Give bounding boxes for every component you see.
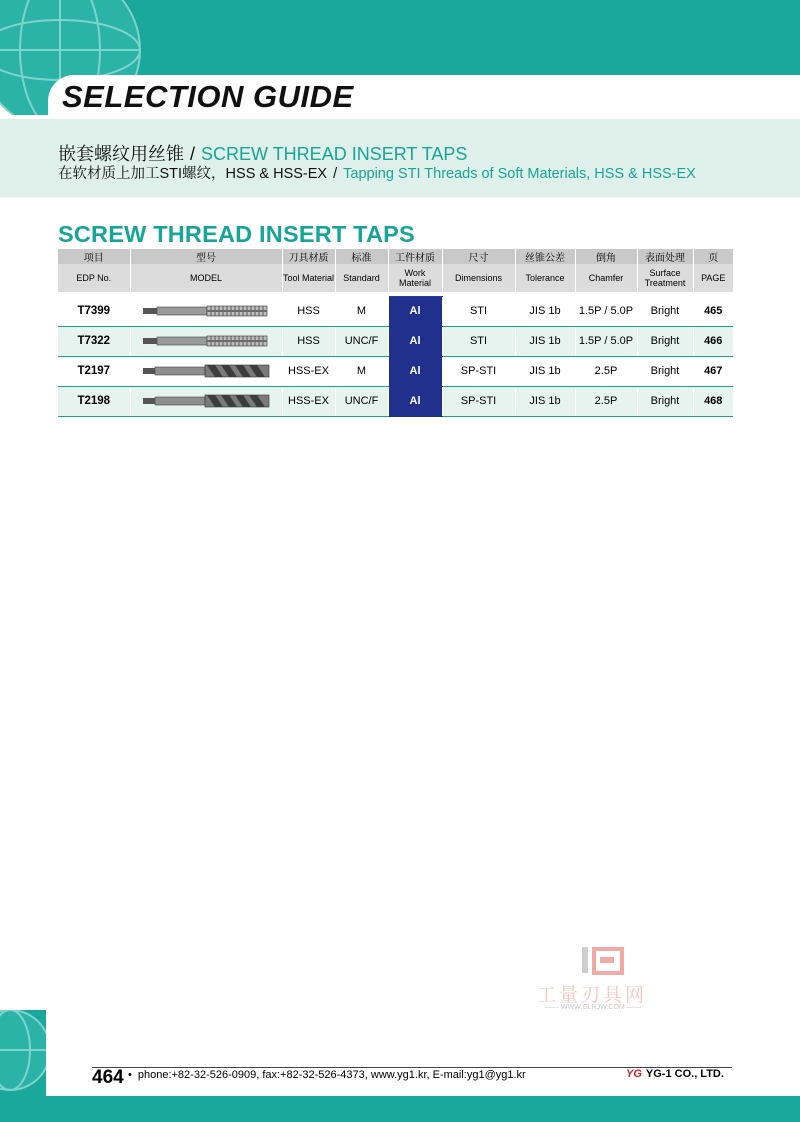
tool-material: HSS	[282, 326, 335, 356]
dimensions: SP-STI	[442, 356, 515, 386]
subtitle2-cn: 在软材质上加工STI螺纹，HSS & HSS-EX	[58, 166, 328, 182]
table-row	[58, 296, 733, 326]
tolerance: JIS 1b	[515, 326, 575, 356]
col-header-cn: 丝锥公差	[515, 249, 575, 264]
subtitle-en: SCREW THREAD INSERT TAPS	[201, 144, 468, 164]
surface-treatment: Bright	[637, 296, 693, 326]
page-link[interactable]: 465	[693, 296, 733, 326]
section-title: SCREW THREAD INSERT TAPS	[58, 221, 415, 247]
company-name: YG-1 CO., LTD.	[645, 1068, 724, 1080]
chamfer: 1.5P / 5.0P	[575, 296, 637, 326]
chamfer: 2.5P	[575, 386, 637, 416]
tool-material: HSS-EX	[282, 386, 335, 416]
col-header-en: PAGE	[693, 264, 733, 292]
tolerance: JIS 1b	[515, 356, 575, 386]
spiral-flute-tap-icon	[130, 386, 282, 416]
page-link[interactable]: 467	[693, 356, 733, 386]
subtitle-line-2	[58, 162, 696, 183]
dimensions: SP-STI	[442, 386, 515, 416]
dimensions: STI	[442, 326, 515, 356]
tool-material: HSS	[282, 296, 335, 326]
work-material: Al	[388, 386, 442, 416]
footer-contact	[128, 1069, 526, 1081]
col-header-cn: 表面处理	[637, 249, 693, 264]
page-title: SELECTION GUIDE	[62, 79, 354, 114]
page-link[interactable]: 466	[693, 326, 733, 356]
title-bar	[48, 75, 800, 119]
contact-info: phone:+82-32-526-0909, fax:+82-32-526-4373, www.yg1.kr, E-mail:yg1@yg1.kr	[137, 1069, 526, 1081]
page-link[interactable]: 468	[693, 386, 733, 416]
col-header-cn: 尺寸	[442, 249, 515, 264]
header-row-en	[58, 264, 733, 292]
straight-flute-tap-icon	[130, 326, 282, 356]
watermark-url: —— WWW.GLRJW.COM ——	[545, 1004, 641, 1011]
edp-no: T2197	[58, 356, 130, 386]
edp-no: T7399	[58, 296, 130, 326]
bottom-globe-decoration-icon	[0, 1010, 46, 1122]
col-header-en: EDP No.	[58, 264, 130, 292]
col-header-en: Tool Material	[282, 264, 335, 292]
spiral-flute-tap-icon	[130, 356, 282, 386]
standard: M	[335, 356, 388, 386]
straight-flute-tap-icon	[130, 296, 282, 326]
work-material: Al	[388, 356, 442, 386]
selection-table	[58, 249, 733, 417]
yg-logo-icon: YG	[626, 1068, 642, 1080]
chamfer: 1.5P / 5.0P	[575, 326, 637, 356]
chamfer: 2.5P	[575, 356, 637, 386]
subtitle2-separator: /	[333, 166, 338, 182]
col-header-cn: 标准	[335, 249, 388, 264]
col-header-en: MODEL	[130, 264, 282, 292]
col-header-en: Chamfer	[575, 264, 637, 292]
watermark-text: 工量刃具网	[537, 984, 648, 1006]
work-material: Al	[388, 326, 442, 356]
page-number: 464	[92, 1067, 124, 1088]
subtitle-separator: /	[190, 144, 196, 164]
standard: M	[335, 296, 388, 326]
col-header-cn: 型号	[130, 249, 282, 264]
tool-material: HSS-EX	[282, 356, 335, 386]
table-row	[58, 386, 733, 416]
col-header-en: Tolerance	[515, 264, 575, 292]
subtitle2-en: Tapping STI Threads of Soft Materials, HSS & HSS-EX	[343, 166, 696, 182]
bottom-band	[46, 1096, 800, 1122]
tolerance: JIS 1b	[515, 386, 575, 416]
edp-no: T2198	[58, 386, 130, 416]
tolerance: JIS 1b	[515, 296, 575, 326]
table-row	[58, 326, 733, 356]
col-header-en: Standard	[335, 264, 388, 292]
col-header-en: Work Material	[388, 264, 442, 292]
edp-no: T7322	[58, 326, 130, 356]
company-logo	[626, 1068, 724, 1080]
standard: UNC/F	[335, 386, 388, 416]
standard: UNC/F	[335, 326, 388, 356]
col-header-en: Dimensions	[442, 264, 515, 292]
subtitle-cn: 嵌套螺纹用丝锥	[58, 144, 184, 164]
table-row	[58, 356, 733, 386]
surface-treatment: Bright	[637, 326, 693, 356]
col-header-cn: 工件材质	[388, 249, 442, 264]
col-header-cn: 页	[693, 249, 733, 264]
work-material: Al	[388, 296, 442, 326]
col-header-cn: 倒角	[575, 249, 637, 264]
dimensions: STI	[442, 296, 515, 326]
header-row-cn	[58, 249, 733, 264]
footer-bullet: •	[128, 1069, 132, 1081]
col-header-cn: 刀具材质	[282, 249, 335, 264]
col-header-en: Surface Treatment	[637, 264, 693, 292]
surface-treatment: Bright	[637, 386, 693, 416]
surface-treatment: Bright	[637, 356, 693, 386]
col-header-cn: 项目	[58, 249, 130, 264]
